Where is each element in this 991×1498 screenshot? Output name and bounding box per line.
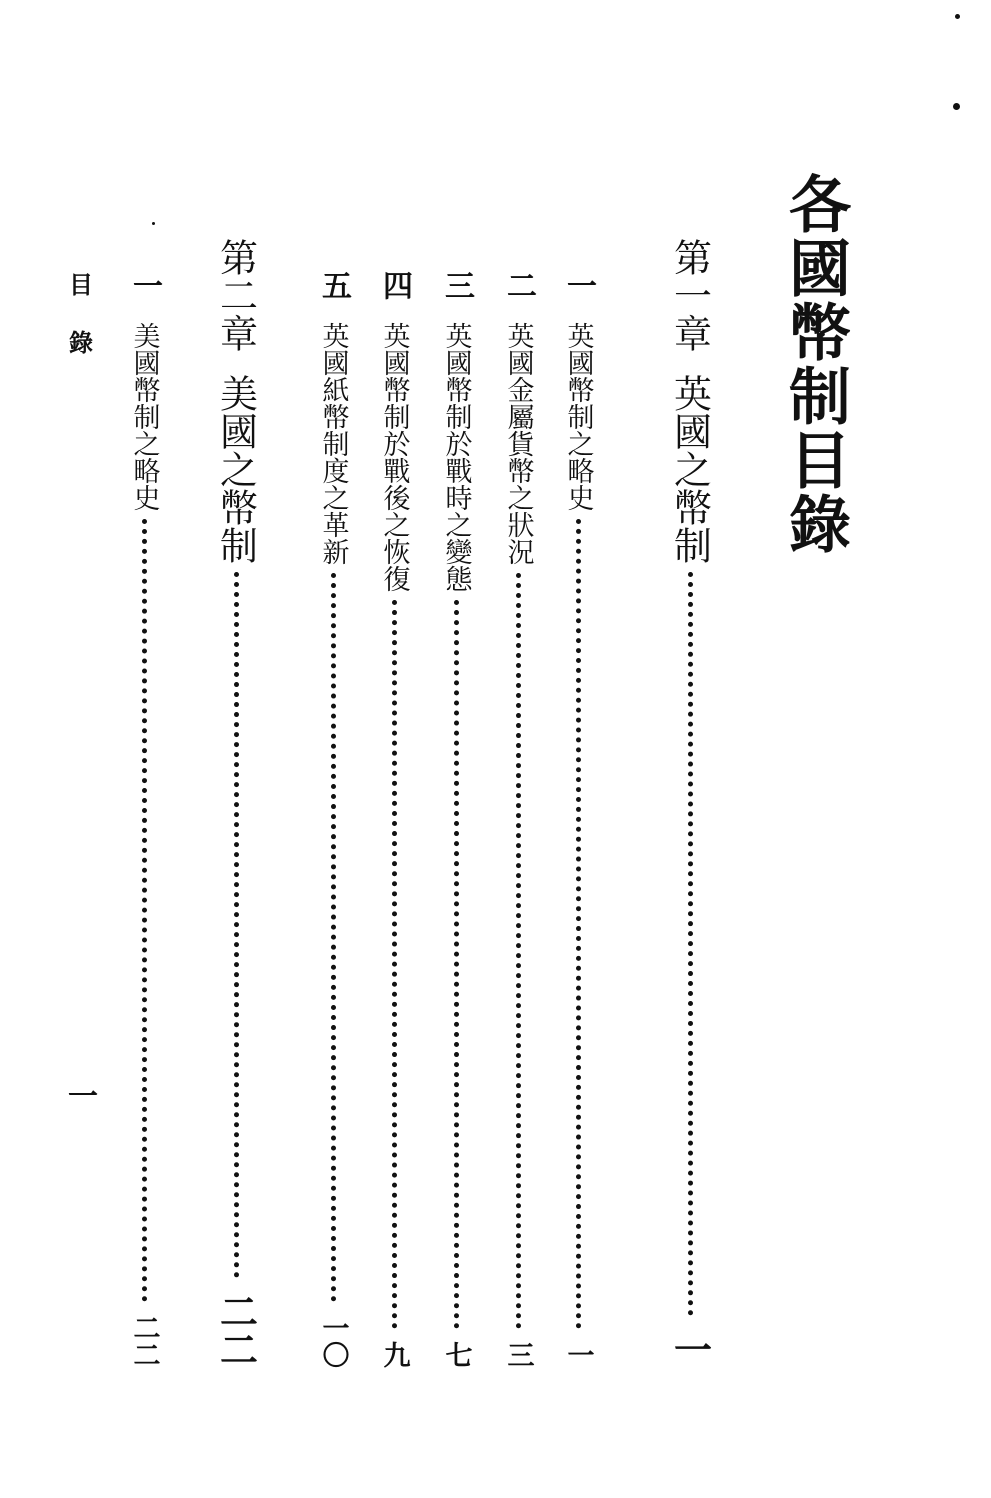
leader-dots — [516, 573, 521, 1329]
leader-dots — [142, 519, 147, 1302]
chapter-title: 美國之幣制 — [213, 374, 258, 564]
page-number: 二二 — [128, 1314, 160, 1368]
toc-chapter-1[interactable] — [666, 238, 714, 1368]
section-title: 美國幣制之略史 — [128, 322, 160, 511]
leader-dots — [688, 572, 693, 1316]
toc-section-1-1[interactable] — [558, 270, 598, 1368]
section-number: 一 — [561, 270, 596, 300]
running-head-left: 目 — [64, 272, 93, 296]
page-number: 二二 — [213, 1292, 259, 1368]
chapter-title: 英國之幣制 — [667, 374, 712, 564]
running-head — [62, 272, 96, 388]
chapter-label: 第一章 — [667, 238, 712, 352]
toc-section-1-2[interactable] — [498, 270, 538, 1368]
section-title: 英國幣制之略史 — [562, 322, 594, 511]
section-number: 四 — [377, 270, 412, 300]
section-number: 二 — [501, 270, 536, 300]
section-title: 英國幣制於戰後之恢復 — [378, 322, 410, 592]
page-number: 一 — [667, 1330, 713, 1368]
page-number: 三 — [502, 1341, 534, 1368]
leader-dots — [331, 573, 336, 1302]
folio: 一 — [62, 1080, 97, 1110]
book-title: 各國幣制目錄 — [778, 172, 852, 556]
toc-section-2-1[interactable] — [124, 270, 164, 1368]
page-number: 九 — [378, 1341, 410, 1368]
section-title: 英國紙幣制度之革新 — [317, 322, 349, 565]
leader-dots — [234, 572, 239, 1278]
section-title: 英國幣制於戰時之變態 — [440, 322, 472, 592]
page-number: 一〇 — [317, 1314, 349, 1368]
toc-section-1-4[interactable] — [374, 270, 414, 1368]
page-number: 七 — [440, 1341, 472, 1368]
page-number: 一 — [562, 1341, 594, 1368]
leader-dots — [392, 600, 397, 1329]
section-number: 一 — [127, 270, 162, 300]
section-number: 五 — [316, 270, 351, 300]
section-title: 英國金屬貨幣之狀況 — [502, 322, 534, 565]
leader-dots — [576, 519, 581, 1329]
toc-section-1-5[interactable] — [313, 270, 353, 1368]
toc-chapter-2[interactable] — [212, 238, 260, 1368]
section-number: 三 — [439, 270, 474, 300]
scan-speck — [955, 14, 960, 19]
chapter-label: 第二章 — [213, 238, 258, 352]
toc-section-1-3[interactable] — [436, 270, 476, 1368]
scan-speck — [152, 222, 155, 225]
running-head-right: 錄 — [64, 330, 93, 354]
scan-speck — [953, 103, 960, 110]
leader-dots — [454, 600, 459, 1329]
